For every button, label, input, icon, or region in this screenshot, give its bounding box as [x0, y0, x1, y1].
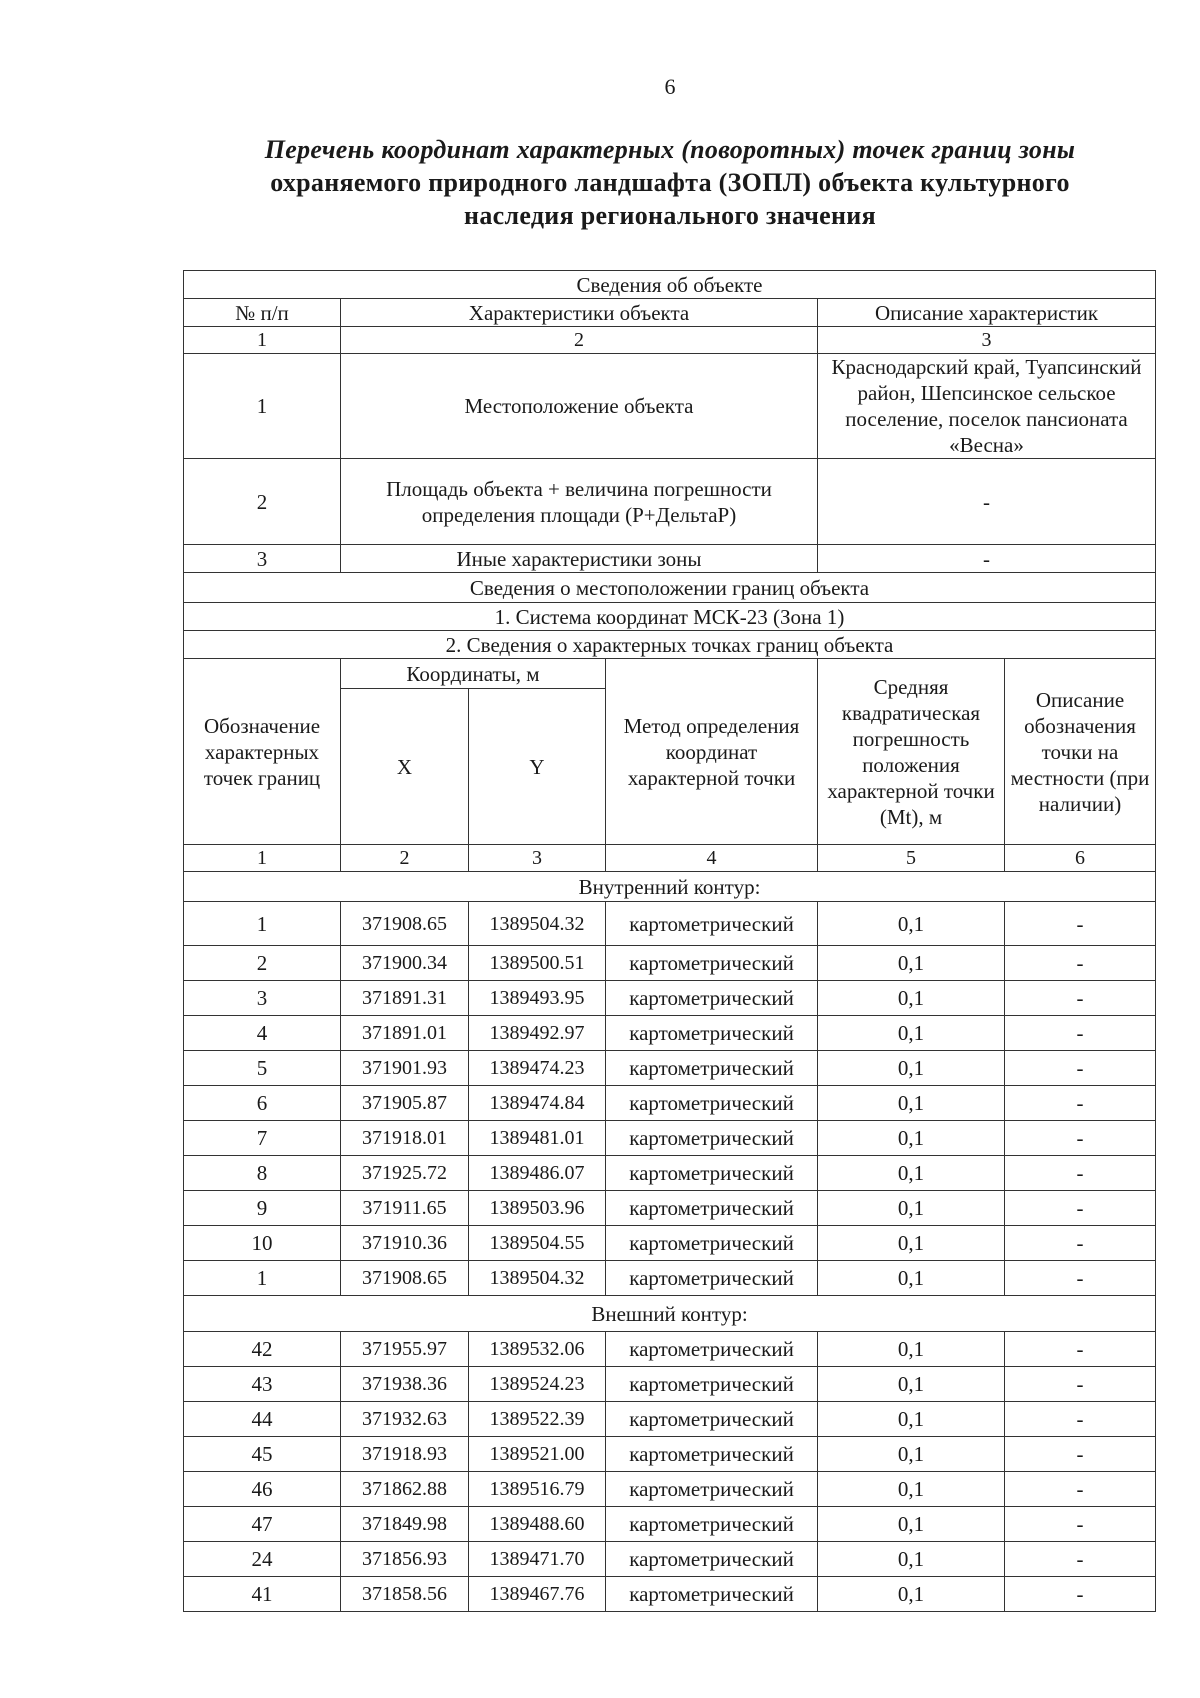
description: - [1005, 1332, 1156, 1367]
index-cell: 5 [818, 845, 1005, 872]
table-row [184, 1402, 1156, 1437]
description: - [1005, 1156, 1156, 1191]
table-row [184, 1332, 1156, 1367]
row-number: 2 [184, 459, 341, 545]
row-number: 3 [184, 545, 341, 573]
description: - [1005, 946, 1156, 981]
x-coordinate: 371856.93 [341, 1542, 469, 1577]
title-line-1: Перечень координат характерных (поворотных) точек границ зоны [264, 135, 1076, 164]
description: - [1005, 1226, 1156, 1261]
description: - [1005, 1402, 1156, 1437]
y-coordinate: 1389504.32 [469, 1261, 606, 1296]
outer-contour-label: Внешний контур: [184, 1296, 1156, 1332]
description: - [1005, 1367, 1156, 1402]
col-x-header: X [341, 689, 469, 845]
y-coordinate: 1389481.01 [469, 1121, 606, 1156]
error: 0,1 [818, 1332, 1005, 1367]
row-characteristic: Площадь объекта + величина погрешности определения площади (P+ДельтаP) [341, 459, 818, 545]
index-cell: 6 [1005, 845, 1156, 872]
x-coordinate: 371911.65 [341, 1191, 469, 1226]
point-id: 41 [184, 1577, 341, 1612]
x-coordinate: 371908.65 [341, 902, 469, 946]
x-coordinate: 371891.31 [341, 981, 469, 1016]
title-line-2: охраняемого природного ландшафта (ЗОПЛ) объекта культурного [270, 168, 1070, 197]
method: картометрический [606, 1577, 818, 1612]
error: 0,1 [818, 1402, 1005, 1437]
table-row [184, 1156, 1156, 1191]
row-description: Краснодарский край, Туапсинский район, Шепсинское сельское поселение, поселок пансионата «Весна» [818, 354, 1156, 459]
object-row [184, 354, 1156, 459]
y-coordinate: 1389474.84 [469, 1086, 606, 1121]
error: 0,1 [818, 1472, 1005, 1507]
x-coordinate: 371955.97 [341, 1332, 469, 1367]
description: - [1005, 1472, 1156, 1507]
col-char-header: Характеристики объекта [341, 299, 818, 327]
description: - [1005, 1507, 1156, 1542]
point-id: 2 [184, 946, 341, 981]
table-row [184, 1472, 1156, 1507]
description: - [1005, 1437, 1156, 1472]
point-id: 47 [184, 1507, 341, 1542]
point-id: 42 [184, 1332, 341, 1367]
y-coordinate: 1389521.00 [469, 1437, 606, 1472]
index-cell: 3 [469, 845, 606, 872]
y-coordinate: 1389486.07 [469, 1156, 606, 1191]
object-row [184, 459, 1156, 545]
col-num-header: № п/п [184, 299, 341, 327]
description: - [1005, 1051, 1156, 1086]
row-number: 1 [184, 354, 341, 459]
y-coordinate: 1389504.55 [469, 1226, 606, 1261]
table-row [184, 1437, 1156, 1472]
description: - [1005, 902, 1156, 946]
table-row [184, 1121, 1156, 1156]
point-id: 4 [184, 1016, 341, 1051]
col-y-header: Y [469, 689, 606, 845]
method: картометрический [606, 981, 818, 1016]
col-description-header: Описание обозначения точки на местности (при наличии) [1005, 659, 1156, 845]
col-coords-header: Координаты, м [341, 659, 606, 689]
error: 0,1 [818, 1577, 1005, 1612]
y-coordinate: 1389503.96 [469, 1191, 606, 1226]
method: картометрический [606, 1261, 818, 1296]
error: 0,1 [818, 1156, 1005, 1191]
method: картометрический [606, 1121, 818, 1156]
y-coordinate: 1389492.97 [469, 1016, 606, 1051]
error: 0,1 [818, 1121, 1005, 1156]
description: - [1005, 1016, 1156, 1051]
y-coordinate: 1389504.32 [469, 902, 606, 946]
method: картометрический [606, 1191, 818, 1226]
table-row [184, 981, 1156, 1016]
error: 0,1 [818, 1367, 1005, 1402]
inner-contour-label: Внутренний контур: [184, 872, 1156, 902]
table-row [184, 1226, 1156, 1261]
x-coordinate: 371938.36 [341, 1367, 469, 1402]
index-cell: 3 [818, 327, 1156, 354]
point-id: 7 [184, 1121, 341, 1156]
row-characteristic: Местоположение объекта [341, 354, 818, 459]
error: 0,1 [818, 1051, 1005, 1086]
table-row [184, 946, 1156, 981]
y-coordinate: 1389493.95 [469, 981, 606, 1016]
error: 0,1 [818, 946, 1005, 981]
method: картометрический [606, 1367, 818, 1402]
x-coordinate: 371905.87 [341, 1086, 469, 1121]
x-coordinate: 371900.34 [341, 946, 469, 981]
method: картометрический [606, 1542, 818, 1577]
point-id: 5 [184, 1051, 341, 1086]
col-method-header: Метод определения координат характерной точки [606, 659, 818, 845]
document-title [205, 133, 1135, 232]
point-id: 1 [184, 1261, 341, 1296]
point-id: 6 [184, 1086, 341, 1121]
y-coordinate: 1389500.51 [469, 946, 606, 981]
table-row [184, 1577, 1156, 1612]
method: картометрический [606, 1016, 818, 1051]
x-coordinate: 371932.63 [341, 1402, 469, 1437]
table-row [184, 1191, 1156, 1226]
table-row [184, 1367, 1156, 1402]
description: - [1005, 1086, 1156, 1121]
y-coordinate: 1389516.79 [469, 1472, 606, 1507]
x-coordinate: 371918.93 [341, 1437, 469, 1472]
location-heading: Сведения о местоположении границ объекта [184, 573, 1156, 603]
point-id: 9 [184, 1191, 341, 1226]
error: 0,1 [818, 1226, 1005, 1261]
error: 0,1 [818, 1542, 1005, 1577]
point-id: 3 [184, 981, 341, 1016]
object-row [184, 545, 1156, 573]
y-coordinate: 1389522.39 [469, 1402, 606, 1437]
point-id: 10 [184, 1226, 341, 1261]
col-designation-header: Обозначение характерных точек границ [184, 659, 341, 845]
method: картометрический [606, 1402, 818, 1437]
x-coordinate: 371862.88 [341, 1472, 469, 1507]
index-cell: 2 [341, 845, 469, 872]
coordinates-table [183, 270, 1156, 1612]
error: 0,1 [818, 981, 1005, 1016]
table-row [184, 1261, 1156, 1296]
x-coordinate: 371918.01 [341, 1121, 469, 1156]
point-id: 8 [184, 1156, 341, 1191]
method: картометрический [606, 1332, 818, 1367]
error: 0,1 [818, 1507, 1005, 1542]
y-coordinate: 1389474.23 [469, 1051, 606, 1086]
table-row [184, 1016, 1156, 1051]
x-coordinate: 371849.98 [341, 1507, 469, 1542]
method: картометрический [606, 902, 818, 946]
x-coordinate: 371908.65 [341, 1261, 469, 1296]
x-coordinate: 371901.93 [341, 1051, 469, 1086]
x-coordinate: 371925.72 [341, 1156, 469, 1191]
index-cell: 2 [341, 327, 818, 354]
point-id: 44 [184, 1402, 341, 1437]
error: 0,1 [818, 1086, 1005, 1121]
method: картометрический [606, 1156, 818, 1191]
points-heading: 2. Сведения о характерных точках границ объекта [184, 631, 1156, 659]
description: - [1005, 1577, 1156, 1612]
method: картометрический [606, 946, 818, 981]
col-error-header: Средняя квадратическая погрешность положения характерной точки (Mt), м [818, 659, 1005, 845]
y-coordinate: 1389488.60 [469, 1507, 606, 1542]
description: - [1005, 1191, 1156, 1226]
error: 0,1 [818, 1437, 1005, 1472]
point-id: 1 [184, 902, 341, 946]
object-info-heading: Сведения об объекте [184, 271, 1156, 299]
x-coordinate: 371858.56 [341, 1577, 469, 1612]
table-row [184, 1542, 1156, 1577]
method: картометрический [606, 1507, 818, 1542]
coordinate-system: 1. Система координат МСК-23 (Зона 1) [184, 603, 1156, 631]
table-row [184, 1086, 1156, 1121]
point-id: 46 [184, 1472, 341, 1507]
description: - [1005, 981, 1156, 1016]
error: 0,1 [818, 1261, 1005, 1296]
error: 0,1 [818, 1191, 1005, 1226]
table-row [184, 1051, 1156, 1086]
title-line-3: наследия регионального значения [464, 201, 876, 230]
index-cell: 1 [184, 845, 341, 872]
point-id: 43 [184, 1367, 341, 1402]
index-cell: 4 [606, 845, 818, 872]
table-row [184, 902, 1156, 946]
description: - [1005, 1261, 1156, 1296]
y-coordinate: 1389467.76 [469, 1577, 606, 1612]
x-coordinate: 371891.01 [341, 1016, 469, 1051]
method: картометрический [606, 1472, 818, 1507]
index-cell: 1 [184, 327, 341, 354]
x-coordinate: 371910.36 [341, 1226, 469, 1261]
row-description: - [818, 545, 1156, 573]
error: 0,1 [818, 1016, 1005, 1051]
error: 0,1 [818, 902, 1005, 946]
description: - [1005, 1121, 1156, 1156]
point-id: 45 [184, 1437, 341, 1472]
row-description: - [818, 459, 1156, 545]
method: картометрический [606, 1051, 818, 1086]
page-number: 6 [664, 74, 676, 99]
y-coordinate: 1389471.70 [469, 1542, 606, 1577]
point-id: 24 [184, 1542, 341, 1577]
table-row [184, 1507, 1156, 1542]
method: картометрический [606, 1226, 818, 1261]
y-coordinate: 1389532.06 [469, 1332, 606, 1367]
method: картометрический [606, 1086, 818, 1121]
method: картометрический [606, 1437, 818, 1472]
description: - [1005, 1542, 1156, 1577]
row-characteristic: Иные характеристики зоны [341, 545, 818, 573]
y-coordinate: 1389524.23 [469, 1367, 606, 1402]
col-desc-header: Описание характеристик [818, 299, 1156, 327]
